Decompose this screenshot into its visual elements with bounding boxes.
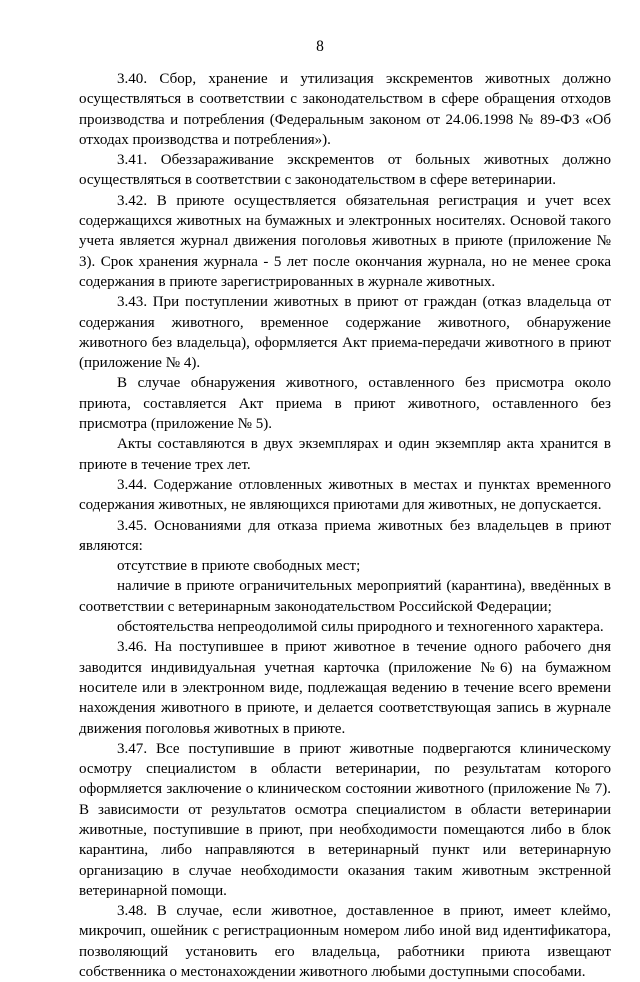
paragraph-3-46: 3.46. На поступившее в приют животное в течение одного рабочего дня заводится индивидуальная учетная карточка (приложение №6) на бумажном носителе или в электронном виде, подлежащая ведению в течение всего времени нахождения животного в приюте, и делается соответствующая запись в журнале движения поголовья животных в приюте.	[79, 639, 611, 737]
paragraph-3-41: 3.41. Обеззараживание экскрементов от больных животных должно осуществляться в соответствии с законодательством в сфере ветеринарии.	[79, 152, 611, 189]
list-item-no-free-places: отсутствие в приюте свободных мест;	[117, 558, 361, 575]
paragraph-3-43-acts: Акты составляются в двух экземплярах и один экземпляр акта хранится в приюте в течение трех лет.	[79, 436, 611, 473]
paragraph-3-42: 3.42. В приюте осуществляется обязательная регистрация и учет всех содержащихся животных на бумажных и электронных носителях. Основой такого учета является журнал движения поголовья животных в приюте (приложение № 3). Срок хранения журнала - 5 лет после окончания журнала, но не менее срока содержания в приюте зарегистрированных в журнале животных.	[79, 192, 611, 290]
paragraph-3-43-abandoned-animal: В случае обнаружения животного, оставленного без присмотра около приюта, составляется Акт приема в приют животного, оставленного без присмотра (приложение № 5).	[79, 375, 611, 433]
list-item-quarantine: наличие в приюте ограничительных мероприятий (карантина), введённых в соответствии с ветеринарным законодательством Российской Федерации;	[79, 578, 611, 615]
paragraph-3-45: 3.45. Основаниями для отказа приема животных без владельцев в приют являются:	[79, 517, 611, 554]
paragraph-3-47: 3.47. Все поступившие в приют животные подвергаются клиническому осмотру специалистом в области ветеринарии, по результатам которого оформляется заключение о клиническом состоянии животного (приложение № 7). В зависимости от результатов осмотра специалистом в области ветеринарии животные, поступившие в приют, при необходимости помещаются либо в блок карантина, либо направляются в ветеринарный пункт или ветеринарную организацию в случае необходимости оказания таким животным экстренной ветеринарной помощи.	[79, 740, 611, 899]
paragraph-3-44: 3.44. Содержание отловленных животных в местах и пунктах временного содержания животных, не являющихся приютами для животных, не допускается.	[79, 476, 611, 514]
paragraph-3-48: 3.48. В случае, если животное, доставленное в приют, имеет клеймо, микрочип, ошейник с регистрационным номером либо иной вид идентификатора, позволяющий установить его владельца, работники приюта извещают собственника о местонахождении животного любыми доступными способами.	[79, 903, 611, 981]
list-item-force-majeure: обстоятельства непреодолимой силы природного и техногенного характера.	[117, 619, 604, 636]
document-body	[79, 69, 611, 982]
page-number: 8	[316, 38, 324, 55]
paragraph-3-43: 3.43. При поступлении животных в приют от граждан (отказ владельца от содержания животного, временное содержание животного, обнаружение животного без владельца), оформляется Акт приема-передачи животного в приют (приложение № 4).	[79, 294, 611, 372]
paragraph-3-40: 3.40. Сбор, хранение и утилизация экскрементов животных должно осуществляться в соответствии с законодательством в сфере обращения отходов производства и потребления (Федеральным законом от 24.06.1998 № 89-ФЗ «Об отходах производства и потребления»).	[79, 71, 611, 148]
